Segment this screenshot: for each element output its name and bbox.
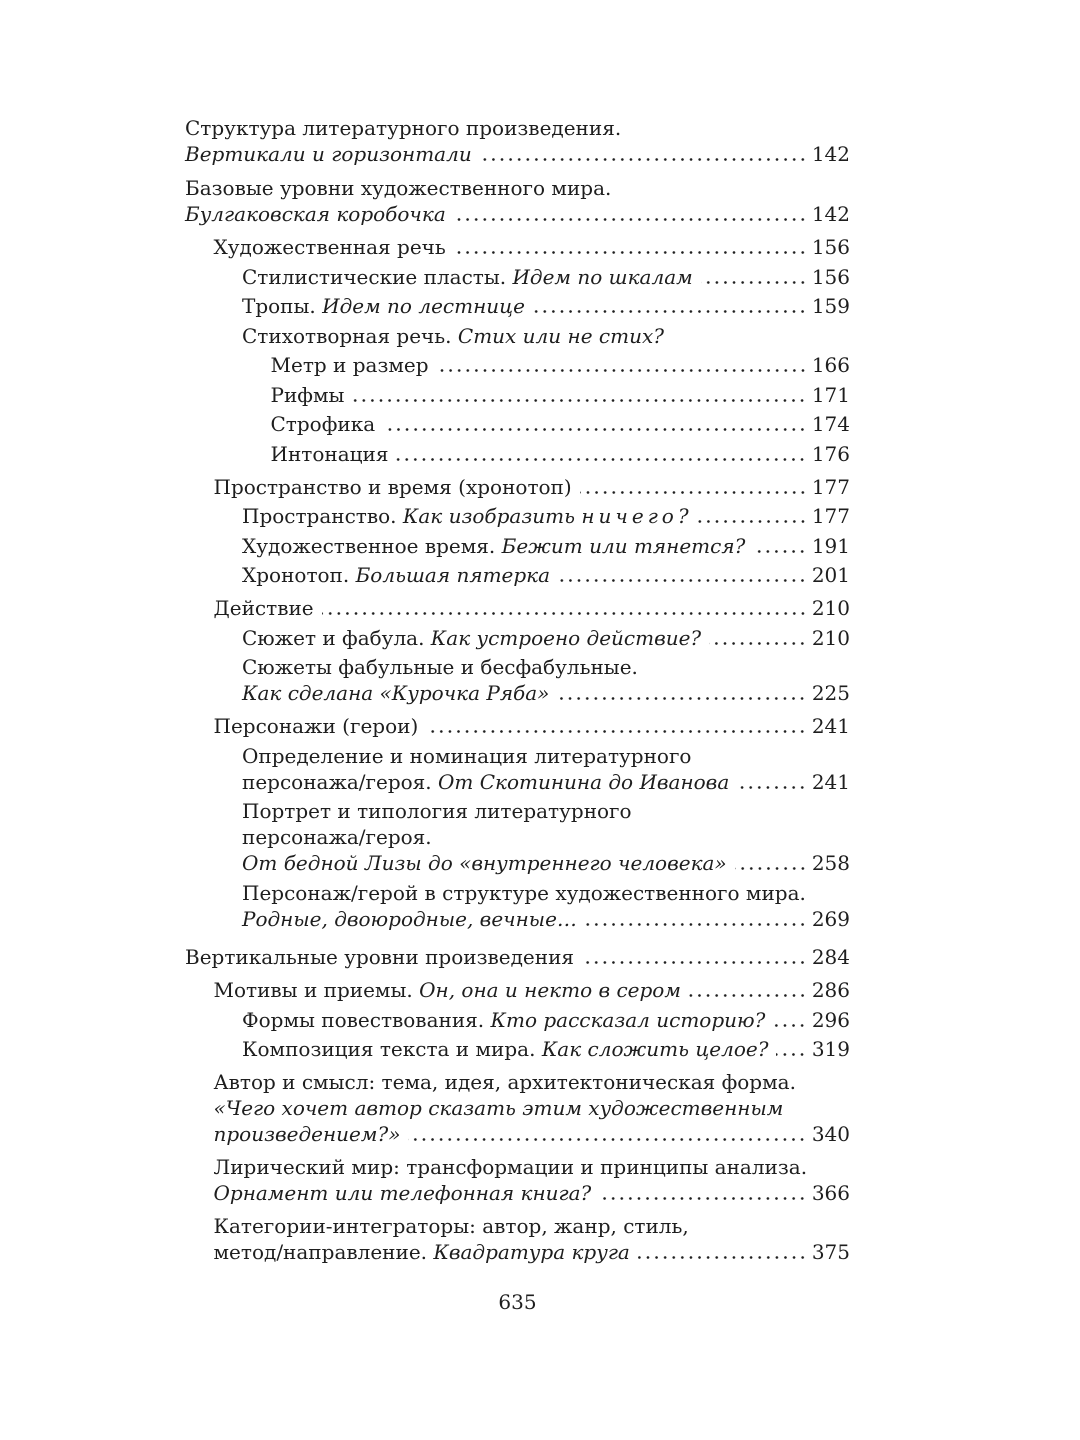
toc-entry-line — [271, 352, 851, 378]
toc-entry-title: Художественное время. — [242, 533, 502, 558]
toc-entry-subtitle: Кто рассказал историю? — [490, 1007, 766, 1032]
dot-leader — [558, 579, 807, 582]
toc-subentries — [185, 234, 850, 932]
toc-entry-line — [271, 411, 851, 437]
toc-entry-line — [271, 382, 851, 408]
toc-page-number: 142 — [811, 142, 850, 166]
toc-entry-title: Рифмы — [270, 382, 345, 407]
toc-entry-text — [242, 562, 550, 588]
toc-page-number: 176 — [811, 441, 850, 466]
dot-leader — [735, 867, 807, 870]
toc-entry-title: Сюжет и фабула. — [242, 625, 431, 650]
dot-leader — [701, 281, 807, 284]
toc-entry-text — [214, 1180, 592, 1206]
toc-entry-title: Пространство. — [242, 504, 403, 528]
toc-entry-lines — [242, 798, 850, 876]
toc-page-number: 159 — [811, 294, 850, 318]
toc-entry-lines — [185, 175, 850, 227]
toc-entry-subtitle: произведением?» — [213, 1122, 401, 1146]
toc-page-number: 210 — [811, 625, 850, 650]
toc-page-number: 156 — [811, 235, 850, 259]
toc-entry-lines — [242, 562, 850, 588]
toc-entry-line — [242, 769, 850, 795]
toc-entry-subtitle: ? — [677, 504, 689, 528]
toc-entry-subtitle: Родные, двоюродные, вечные… — [242, 906, 577, 931]
toc-entry-text — [214, 1239, 630, 1265]
toc-entry-text — [271, 411, 376, 437]
toc-entry-subtitle: От бедной Лизы до «внутреннего человека» — [242, 851, 727, 875]
toc-entry-title: персонажа/героя. — [242, 769, 439, 794]
toc-entry-line — [214, 1239, 851, 1265]
toc-entry-line — [214, 1095, 851, 1121]
toc-entry-text — [214, 474, 572, 500]
toc-subentries — [242, 352, 850, 467]
dot-leader — [352, 399, 806, 402]
toc-entry-line — [185, 141, 850, 167]
toc-page-number: 177 — [811, 474, 850, 499]
toc-entry-subtitle: От Скотинина до Иванова — [438, 769, 730, 794]
dot-leader — [533, 310, 807, 313]
toc-entry-text — [242, 533, 745, 559]
toc-entry — [214, 1154, 851, 1206]
toc-entry-line — [242, 1007, 850, 1033]
toc-entry-lines — [271, 382, 851, 408]
toc-entry-subtitle: Как изобразить — [402, 504, 582, 528]
toc-entry-subtitle: Квадратура круга — [433, 1240, 630, 1264]
dot-leader — [480, 158, 807, 161]
toc-entry — [214, 474, 851, 589]
toc-entry — [242, 880, 850, 932]
toc-entry-title: персонажа/героя. — [242, 825, 432, 849]
toc-entry-text — [185, 141, 472, 167]
toc-entry-title: Персонаж/герой в структуре художественного мира. — [242, 880, 806, 905]
toc-subentries — [214, 625, 851, 707]
toc-entry — [214, 234, 851, 467]
toc-entry-lines — [185, 944, 850, 970]
toc-entry-text — [242, 743, 691, 769]
toc-entry-text — [271, 441, 389, 467]
toc-subentries — [214, 1007, 851, 1063]
toc-entry-text — [242, 880, 806, 906]
toc-entry-title: Формы повествования. — [242, 1007, 491, 1032]
toc-entry-title: Стилистические пласты. — [242, 264, 513, 289]
toc-entry-subtitle: Орнамент или телефонная книга? — [213, 1181, 592, 1205]
toc-entry-text — [214, 595, 314, 621]
toc-entry-line — [214, 1069, 851, 1095]
toc-entry-lines — [214, 1069, 851, 1147]
toc-entry-text — [185, 944, 574, 970]
toc-entry-text — [242, 769, 729, 795]
toc-subentries — [185, 977, 850, 1265]
toc-entry-title: Базовые уровни художественного мира. — [185, 176, 612, 200]
toc-entry-text — [214, 1121, 401, 1147]
toc-entry-title: Хронотоп. — [242, 563, 356, 587]
toc-page-number: 258 — [811, 851, 850, 875]
toc-entry-subtitle: Идем по шкалам — [512, 264, 693, 289]
toc-entry-subtitle: Стих или не стих? — [457, 323, 664, 348]
toc-entry-line — [242, 654, 850, 680]
toc-entry-lines — [242, 1007, 850, 1033]
toc-page-number: 241 — [811, 714, 850, 738]
toc-entry-text — [214, 1095, 784, 1121]
toc-entry — [242, 654, 850, 706]
dot-leader — [753, 550, 807, 553]
dot-leader — [557, 697, 806, 700]
toc-entry-title: Тропы. — [242, 294, 323, 318]
toc-entry-lines — [271, 411, 851, 437]
toc-entry-subtitle: Как устроено действие? — [430, 625, 702, 650]
toc-entry — [242, 1036, 850, 1062]
toc-page-number: 340 — [811, 1122, 850, 1146]
toc-entry-subtitle: Булгаковская коробочка — [185, 202, 446, 226]
toc-entry-line — [242, 533, 850, 559]
toc-entry — [185, 175, 850, 932]
dot-leader — [638, 1256, 807, 1259]
toc-entry-lines — [214, 595, 851, 621]
toc-entry-lines — [242, 880, 850, 932]
toc-entry-title: Лирический мир: трансформации и принципы анализа. — [213, 1155, 808, 1179]
toc-entry-subtitle: Он, она и некто в сером — [419, 978, 681, 1002]
toc-entry — [271, 411, 851, 437]
toc-entry-text — [242, 1036, 768, 1062]
toc-entry-subtitle: Как сделана «Курочка Ряба» — [242, 681, 550, 705]
toc-entry-text — [242, 798, 632, 824]
toc-entry-subtitle: Бежит или тянется? — [501, 533, 746, 558]
dot-leader — [454, 218, 807, 221]
toc-entry-lines — [214, 1154, 851, 1206]
toc-entry — [214, 1069, 851, 1147]
toc-entry-lines — [214, 713, 851, 739]
toc-subentries — [214, 743, 851, 932]
toc-entry-line — [214, 234, 851, 260]
dot-leader — [322, 612, 807, 615]
toc-entry — [242, 293, 850, 319]
toc-entry-line — [242, 625, 850, 651]
toc-entry — [242, 264, 850, 290]
toc-entry-lines — [271, 352, 851, 378]
toc-page-number: 375 — [811, 1240, 850, 1264]
toc-entry — [271, 352, 851, 378]
toc-entry-line — [242, 798, 850, 824]
toc-entry-lines — [242, 743, 850, 795]
toc-entry-lines — [214, 977, 851, 1003]
toc-page-number: 142 — [811, 202, 850, 226]
toc-entry-line — [242, 743, 850, 769]
toc-entry — [242, 323, 850, 467]
dot-leader — [773, 1024, 806, 1027]
toc-entry-text — [242, 293, 525, 319]
toc-entry — [271, 441, 851, 467]
toc-entry-line — [214, 1213, 851, 1239]
toc-entry-lines — [185, 115, 850, 167]
toc-entry-title: Персонажи (герои) — [213, 714, 419, 738]
toc-entry — [214, 1213, 851, 1265]
toc-entry-lines — [242, 654, 850, 706]
dot-leader — [709, 642, 807, 645]
toc-page-number: 177 — [811, 504, 850, 528]
toc-entry-lines — [242, 264, 850, 290]
toc-entry — [214, 977, 851, 1062]
toc-entry-line — [214, 977, 851, 1003]
dot-leader — [585, 923, 807, 926]
toc-entry-line — [214, 1154, 851, 1180]
toc-entry — [242, 562, 850, 588]
toc-entry-lines — [214, 474, 851, 500]
toc-entry-text — [242, 680, 549, 706]
toc-entry-text — [271, 382, 345, 408]
toc-entry-line — [185, 175, 850, 201]
toc-entry-subtitle: Большая пятерка — [355, 563, 551, 587]
toc-entry-line — [214, 595, 851, 621]
toc-entry-title: Мотивы и приемы. — [213, 978, 420, 1002]
toc-page-number: 156 — [811, 264, 850, 289]
toc-page-number: 174 — [811, 412, 850, 436]
toc-page-number: 201 — [811, 563, 850, 587]
toc-entry-title: Строфика — [270, 412, 376, 436]
toc-entry-subtitle: Идем по лестнице — [322, 294, 525, 318]
toc-entry-title: Пространство и время (хронотоп) — [213, 474, 572, 499]
toc-page-number: 269 — [811, 906, 850, 931]
toc-entry-text — [242, 323, 664, 349]
dot-leader — [426, 730, 807, 733]
toc-entry — [214, 713, 851, 932]
toc-entry-line — [242, 323, 850, 349]
toc-page-number: 296 — [811, 1007, 850, 1032]
toc-entry-text — [242, 503, 689, 529]
toc-entry-text — [271, 352, 429, 378]
toc-entry-title: Сюжеты фабульные и бесфабульные. — [242, 655, 638, 679]
toc-entry-title: Метр и размер — [270, 353, 429, 377]
toc-entry-line — [214, 474, 851, 500]
toc-entry-title: Категории-интеграторы: автор, жанр, стиль, — [213, 1214, 689, 1238]
toc-page-number: 210 — [811, 596, 850, 620]
toc-page-number: 284 — [811, 945, 850, 969]
toc-entry-title: Автор и смысл: тема, идея, архитектоническая форма. — [213, 1070, 796, 1094]
dot-leader — [437, 369, 807, 372]
toc-subentries — [214, 503, 851, 588]
toc-entry-lines — [242, 323, 850, 349]
dot-leader — [737, 786, 807, 789]
toc-entry-title: Действие — [213, 596, 314, 620]
toc-entry-text — [242, 824, 432, 850]
toc-entry — [242, 503, 850, 529]
toc-entry-text — [214, 713, 419, 739]
toc-entry-text — [214, 234, 446, 260]
toc-entry-line — [185, 115, 850, 141]
toc-entry-line — [242, 264, 850, 290]
toc-entry-line — [271, 441, 851, 467]
toc-entry — [214, 595, 851, 706]
toc-page-number: 286 — [811, 978, 850, 1002]
toc-entry-text — [242, 1007, 765, 1033]
toc-entry-line — [242, 824, 850, 850]
toc-entry-title: Интонация — [270, 441, 389, 466]
toc-page-number: 191 — [811, 533, 850, 558]
toc-page-number: 241 — [811, 769, 850, 794]
toc-page-number: 225 — [811, 681, 850, 705]
toc-entry-line — [242, 850, 850, 876]
toc-entry-subtitle-spaced: ничего — [581, 504, 678, 528]
toc-page-number: 166 — [811, 353, 850, 377]
dot-leader — [454, 251, 807, 254]
toc-entry-lines — [271, 441, 851, 467]
dot-leader — [408, 1138, 806, 1141]
dot-leader — [580, 491, 807, 494]
dot-leader — [599, 1197, 807, 1200]
toc-entry-title: Композиция текста и мира. — [242, 1037, 542, 1061]
dot-leader — [689, 994, 807, 997]
toc-entry-text — [214, 1069, 796, 1095]
toc-entry — [242, 1007, 850, 1033]
toc-page-number: 171 — [811, 382, 850, 407]
toc-entry — [185, 115, 850, 167]
toc-entry-line — [242, 680, 850, 706]
toc-page-number: 319 — [811, 1037, 850, 1061]
toc-subentries — [214, 264, 851, 467]
toc-entry-text — [242, 654, 638, 680]
toc-entry-text — [185, 175, 611, 201]
toc-entry-lines — [242, 503, 850, 529]
toc-entry-lines — [242, 625, 850, 651]
toc-entry — [271, 382, 851, 408]
toc-entry-text — [214, 1213, 689, 1239]
toc-entry-title: Портрет и типология литературного — [242, 799, 632, 823]
toc-entry-line — [242, 1036, 850, 1062]
toc-entry-subtitle: Вертикали и горизонтали — [185, 142, 472, 166]
toc-entry-title: Определение и номинация литературного — [242, 743, 692, 768]
toc-entry-title: Вертикальные уровни произведения — [185, 945, 575, 969]
dot-leader — [383, 428, 807, 431]
toc-entry-line — [214, 1180, 851, 1206]
toc-entry-text — [242, 850, 727, 876]
toc-entry-text — [242, 264, 693, 290]
dot-leader — [776, 1053, 806, 1056]
toc-entry-line — [185, 944, 850, 970]
toc-entry-lines — [242, 293, 850, 319]
toc-entry-title: Структура литературного произведения. — [185, 116, 622, 140]
toc-entry — [185, 944, 850, 1265]
dot-leader — [697, 520, 807, 523]
table-of-contents — [185, 115, 850, 1265]
toc-entry-title: Стихотворная речь. — [242, 323, 458, 348]
dot-leader — [396, 458, 806, 461]
dot-leader — [582, 961, 807, 964]
toc-entry-line — [185, 201, 850, 227]
toc-entry-lines — [214, 234, 851, 260]
toc-entry-subtitle: Как сложить целое? — [541, 1037, 769, 1061]
toc-entry-text — [185, 115, 621, 141]
toc-entry-line — [242, 880, 850, 906]
toc-entry-line — [242, 503, 850, 529]
toc-entry — [242, 533, 850, 559]
toc-entry-text — [185, 201, 446, 227]
toc-entry-lines — [242, 1036, 850, 1062]
toc-entry — [242, 625, 850, 651]
toc-entry-title: метод/направление. — [213, 1240, 434, 1264]
toc-entry-line — [214, 713, 851, 739]
toc-entry — [242, 743, 850, 795]
toc-page-number: 366 — [811, 1181, 850, 1205]
toc-entry-lines — [214, 1213, 851, 1265]
toc-entry-text — [242, 625, 701, 651]
toc-entry — [242, 798, 850, 876]
toc-entry-subtitle: «Чего хочет автор сказать этим художественным — [213, 1096, 784, 1120]
toc-entry-line — [242, 293, 850, 319]
toc-entry-line — [242, 562, 850, 588]
toc-entry-text — [242, 906, 577, 932]
toc-entry-text — [214, 977, 681, 1003]
toc-entry-lines — [242, 533, 850, 559]
page-number-footer: 635 — [498, 1290, 537, 1314]
toc-entry-line — [214, 1121, 851, 1147]
toc-entry-text — [214, 1154, 808, 1180]
toc-entry-title: Художественная речь — [213, 235, 446, 259]
toc-entry-line — [242, 906, 850, 932]
